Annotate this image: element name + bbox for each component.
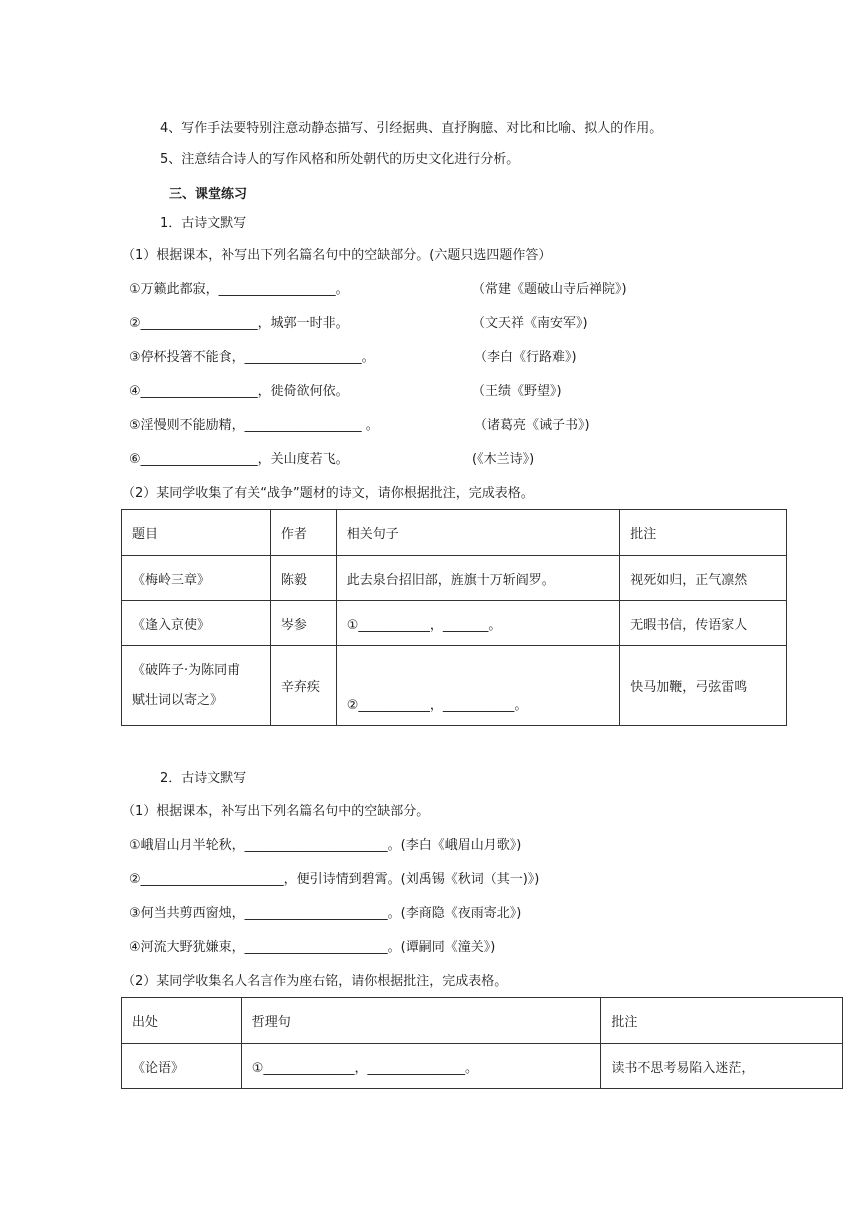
table-cell: 读书不思考易陷入迷茫， — [601, 1044, 843, 1089]
q2-title: 2．古诗文默写 — [160, 771, 247, 786]
table-cell: 《梅岭三章》 — [122, 556, 271, 601]
table-cell: ①______________，_______________。 — [241, 1044, 601, 1089]
table-header-row — [122, 510, 787, 556]
q2-item: ①峨眉山月半轮秋，______________________。(李白《峨眉山月歌》) — [129, 838, 522, 853]
table-cell: 《逢入京使》 — [122, 601, 271, 646]
table-row — [122, 601, 787, 646]
note-4: 4、写作手法要特别注意动静态描写、引经据典、直抒胸臆、对比和比喻、拟人的作用。 — [160, 121, 663, 136]
q1-item-source: （常建《题破山寺后禅院》) — [472, 282, 627, 297]
table-cell: 《破阵子·为陈同甫 赋壮词以寄之》 — [122, 646, 271, 726]
q1-item: ④__________________，徙倚欲何依。 — [129, 384, 349, 399]
table-header-row — [122, 998, 843, 1044]
motto-table — [121, 997, 843, 1089]
q1-item-source: (《木兰诗》) — [472, 452, 535, 467]
q1-item: ①万籁此都寂，__________________。 — [129, 282, 349, 297]
note-5: 5、注意结合诗人的写作风格和所处朝代的历史文化进行分析。 — [160, 152, 520, 167]
table-header: 出处 — [122, 998, 242, 1044]
war-poems-table — [121, 509, 787, 726]
q2-sub2: （2）某同学收集名人名言作为座右铭，请你根据批注，完成表格。 — [122, 974, 508, 989]
section-heading: 三、课堂练习 — [169, 187, 248, 202]
q1-item: ⑤淫慢则不能励精，__________________ 。 — [129, 418, 379, 433]
table-row — [122, 556, 787, 601]
table-cell: ①___________，_______。 — [336, 601, 619, 646]
table-header: 作者 — [270, 510, 336, 556]
table-cell: 岑参 — [270, 601, 336, 646]
q1-title: 1．古诗文默写 — [160, 216, 247, 231]
table-cell: 辛弃疾 — [270, 646, 336, 726]
q1-item-source: （王绩《野望》) — [472, 384, 562, 399]
table-cell: 无暇书信，传语家人 — [620, 601, 787, 646]
q1-item-source: （文天祥《南安军》) — [472, 316, 588, 331]
table-row — [122, 646, 787, 726]
table-row — [122, 1044, 843, 1089]
table-cell: 视死如归，正气凛然 — [620, 556, 787, 601]
q2-item: ②______________________，便引诗情到碧霄。(刘禹锡《秋词（其一)》) — [129, 872, 540, 887]
table-header: 哲理句 — [241, 998, 601, 1044]
q1-item: ⑥__________________，关山度若飞。 — [129, 452, 349, 467]
q1-item: ③停杯投箸不能食，__________________。 — [129, 350, 375, 365]
table-cell: 此去泉台招旧部，旌旗十万斩阎罗。 — [336, 556, 619, 601]
table-cell: 陈毅 — [270, 556, 336, 601]
table-cell: 快马加鞭，弓弦雷鸣 — [620, 646, 787, 726]
q1-sub1: （1）根据课本，补写出下列名篇名句中的空缺部分。(六题只选四题作答） — [122, 248, 552, 263]
q2-item: ③何当共剪西窗烛，______________________。(李商隐《夜雨寄北》) — [129, 906, 522, 921]
table-header: 相关句子 — [336, 510, 619, 556]
table-cell: ②___________，___________。 — [336, 646, 619, 726]
q2-sub1: （1）根据课本，补写出下列名篇名句中的空缺部分。 — [122, 804, 430, 819]
q1-sub2: （2）某同学收集了有关“战争”题材的诗文，请你根据批注，完成表格。 — [122, 486, 534, 501]
table-cell: 《论语》 — [122, 1044, 242, 1089]
q1-item-source: （李白《行路难》) — [474, 350, 577, 365]
table-header: 批注 — [620, 510, 787, 556]
table-header: 批注 — [601, 998, 843, 1044]
table-header: 题目 — [122, 510, 271, 556]
q2-item: ④河流大野犹嫌束，______________________。(谭嗣同《潼关》) — [129, 940, 496, 955]
q1-item-source: （诸葛亮《诫子书》) — [474, 418, 590, 433]
q1-item: ②__________________，城郭一时非。 — [129, 316, 349, 331]
